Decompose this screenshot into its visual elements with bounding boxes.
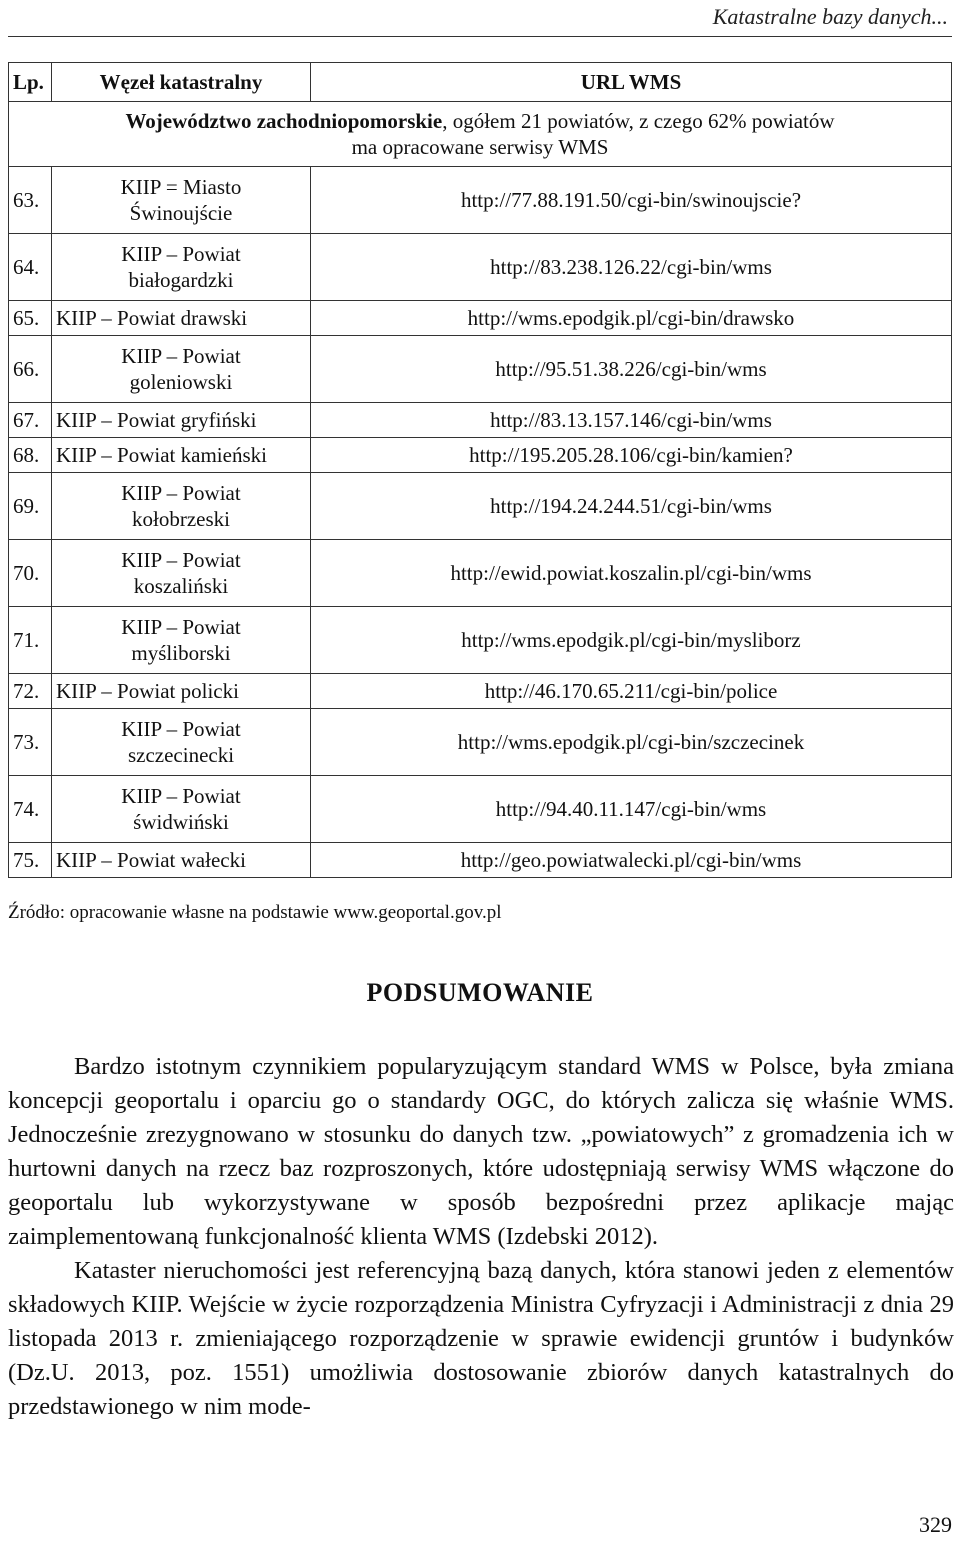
- row-lp: 72.: [9, 674, 52, 709]
- row-url-wms: http://77.88.191.50/cgi-bin/swinoujscie?: [311, 167, 952, 234]
- table-row: [9, 438, 952, 473]
- region-row: [9, 102, 952, 167]
- node-line: szczecinecki: [127, 743, 235, 767]
- node-line: KIIP – Powiat: [121, 783, 241, 808]
- node-line: KIIP – Powiat policki: [56, 678, 239, 703]
- row-url-wms: http://wms.epodgik.pl/cgi-bin/drawsko: [311, 301, 952, 336]
- row-cadastral-node: [52, 234, 311, 301]
- row-cadastral-node: [52, 473, 311, 540]
- node-line: KIIP – Powiat: [121, 614, 241, 639]
- table-row: [9, 336, 952, 403]
- body-text: [8, 1050, 954, 1424]
- node-line: świdwiński: [133, 810, 229, 834]
- running-head: Katastralne bazy danych...: [712, 4, 948, 29]
- node-line: KIIP = Miasto: [120, 174, 242, 199]
- table-row: [9, 540, 952, 607]
- row-cadastral-node: [52, 167, 311, 234]
- table-row: [9, 709, 952, 776]
- node-line: goleniowski: [129, 370, 233, 394]
- row-cadastral-node: [52, 674, 311, 709]
- node-line: KIIP – Powiat: [121, 241, 241, 266]
- table-row: [9, 674, 952, 709]
- node-line: KIIP – Powiat drawski: [56, 305, 248, 330]
- node-line: KIIP – Powiat kamieński: [56, 442, 267, 467]
- node-line: koszaliński: [133, 574, 229, 598]
- node-line: myśliborski: [131, 641, 231, 665]
- header-lp: Lp.: [9, 63, 52, 102]
- row-lp: 64.: [9, 234, 52, 301]
- row-url-wms: http://95.51.38.226/cgi-bin/wms: [311, 336, 952, 403]
- region-summary-line2: ma opracowane serwisy WMS: [351, 135, 609, 159]
- region-summary: , ogółem 21 powiatów, z czego 62% powiatów: [442, 108, 835, 133]
- paragraph: Bardzo istotnym czynnikiem popularyzującym standard WMS w Polsce, była zmiana koncepcji geoportalu i oparciu go o standardy OGC, do których zalicza się właśnie WMS. Jednocześnie zrezygnowano w stosunku do danych tzw. „powiatowych” z gromadzenia ich w hurtowni danych na rzecz baz rozproszonych, które udostępniają serwisy WMS włączone do geoportalu lub wykorzystywane w sposób bezpośredni przez aplikacje mając zaimplementowaną funkcjonalność klienta WMS (Izdebski 2012).: [8, 1053, 954, 1250]
- row-lp: 74.: [9, 776, 52, 843]
- row-lp: 66.: [9, 336, 52, 403]
- node-line: KIIP – Powiat: [121, 480, 241, 505]
- table-row: [9, 473, 952, 540]
- wms-services-table: [8, 62, 952, 878]
- row-cadastral-node: [52, 843, 311, 878]
- node-line: KIIP – Powiat gryfiński: [56, 407, 257, 432]
- table-row: [9, 301, 952, 336]
- region-name: Województwo zachodniopomorskie: [125, 108, 443, 133]
- page-number: 329: [919, 1512, 952, 1537]
- row-cadastral-node: [52, 336, 311, 403]
- table-row: [9, 607, 952, 674]
- row-lp: 63.: [9, 167, 52, 234]
- table-row: [9, 403, 952, 438]
- node-line: Świnoujście: [129, 201, 233, 225]
- row-lp: 73.: [9, 709, 52, 776]
- row-lp: 67.: [9, 403, 52, 438]
- table-row: [9, 167, 952, 234]
- node-line: KIIP – Powiat: [121, 716, 241, 741]
- row-cadastral-node: [52, 403, 311, 438]
- row-cadastral-node: [52, 540, 311, 607]
- row-url-wms: http://83.13.157.146/cgi-bin/wms: [311, 403, 952, 438]
- row-lp: 70.: [9, 540, 52, 607]
- row-lp: 68.: [9, 438, 52, 473]
- source-note: Źródło: opracowanie własne na podstawie www.geoportal.gov.pl: [8, 902, 502, 923]
- node-line: kołobrzeski: [132, 507, 230, 531]
- section-title: PODSUMOWANIE: [366, 978, 594, 1007]
- row-lp: 69.: [9, 473, 52, 540]
- header-divider: [8, 36, 952, 37]
- row-cadastral-node: [52, 301, 311, 336]
- row-url-wms: http://wms.epodgik.pl/cgi-bin/mysliborz: [311, 607, 952, 674]
- row-url-wms: http://83.238.126.22/cgi-bin/wms: [311, 234, 952, 301]
- region-cell: [9, 102, 952, 167]
- paragraph: Kataster nieruchomości jest referencyjną bazą danych, która stanowi jeden z elementów składowych KIIP. Wejście w życie rozporządzenia Ministra Cyfryzacji i Administracji z dnia 29 listopada 2013 r. zmieniającego rozporządzenie w sprawie ewidencji gruntów i budynków (Dz.U. 2013, poz. 1551) umożliwia dostosowanie zbiorów danych katastralnych do przedstawionego w nim mode-: [8, 1257, 954, 1420]
- table-row: [9, 843, 952, 878]
- row-url-wms: http://ewid.powiat.koszalin.pl/cgi-bin/wms: [311, 540, 952, 607]
- row-url-wms: http://geo.powiatwalecki.pl/cgi-bin/wms: [311, 843, 952, 878]
- node-line: białogardzki: [128, 268, 234, 292]
- node-line: KIIP – Powiat: [121, 547, 241, 572]
- row-url-wms: http://94.40.11.147/cgi-bin/wms: [311, 776, 952, 843]
- node-line: KIIP – Powiat: [121, 343, 241, 368]
- header-url-wms: URL WMS: [311, 63, 952, 102]
- row-lp: 75.: [9, 843, 52, 878]
- row-cadastral-node: [52, 709, 311, 776]
- row-cadastral-node: [52, 776, 311, 843]
- header-cadastral-node: Węzeł katastralny: [52, 63, 311, 102]
- row-lp: 65.: [9, 301, 52, 336]
- row-url-wms: http://195.205.28.106/cgi-bin/kamien?: [311, 438, 952, 473]
- row-url-wms: http://194.24.244.51/cgi-bin/wms: [311, 473, 952, 540]
- row-cadastral-node: [52, 607, 311, 674]
- table-row: [9, 234, 952, 301]
- table-row: [9, 776, 952, 843]
- row-url-wms: http://46.170.65.211/cgi-bin/police: [311, 674, 952, 709]
- node-line: KIIP – Powiat wałecki: [56, 847, 246, 872]
- table-header-row: [9, 63, 952, 102]
- row-cadastral-node: [52, 438, 311, 473]
- row-url-wms: http://wms.epodgik.pl/cgi-bin/szczecinek: [311, 709, 952, 776]
- row-lp: 71.: [9, 607, 52, 674]
